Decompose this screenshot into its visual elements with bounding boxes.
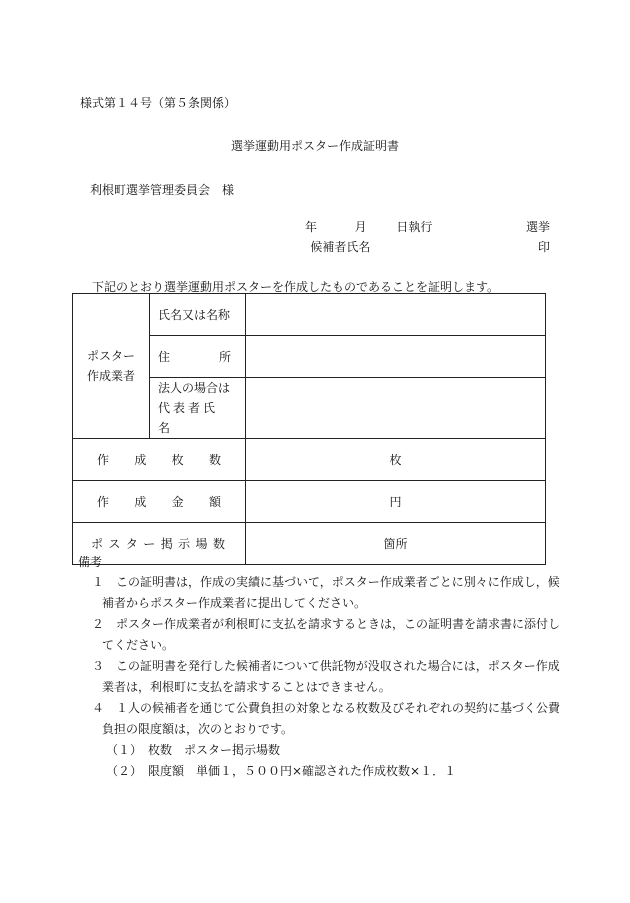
note-line: 業者は，利根町に支払を請求することはできません。: [102, 680, 391, 694]
note-line: 負担の限度額は，次のとおりです。: [102, 722, 294, 736]
candidate-line: [310, 238, 550, 255]
note-line: ４ １人の候補者を通じて公費負担の対象となる枚数及びそれぞれの契約に基づく公費: [92, 701, 561, 715]
print-amount-label: 作 成 金 額: [73, 481, 246, 523]
election-date-line: [305, 218, 550, 235]
candidate-name-label: 候補者氏名: [310, 240, 371, 254]
year-label: 年: [304, 220, 317, 234]
note-line: てください。: [102, 638, 175, 652]
table-row: [73, 439, 546, 481]
statement: 下記のとおり選挙運動用ポスターを作成したものであることを証明します。: [92, 280, 500, 294]
form-number: 様式第１４号（第５条関係）: [80, 96, 237, 110]
certificate-table: [72, 293, 546, 565]
table-row: [73, 523, 546, 565]
representative-value: [246, 378, 546, 439]
print-count-unit: 枚: [246, 439, 546, 481]
name-value: [246, 294, 546, 336]
election-label: 選挙: [525, 220, 550, 234]
note-line: （２） 限度額 単価１，５００円×確認された作成枚数×１．１: [106, 764, 457, 778]
note-line: ２ ポスター作成業者が利根町に支払を請求するときは，この証明書を請求書に添付し: [92, 617, 561, 631]
representative-label: 法人の場合は 代表者氏名: [150, 378, 246, 439]
note-line: ３ この証明書を発行した候補者について供託物が没収された場合には，ポスター作成: [92, 659, 560, 673]
name-label: 氏名又は名称: [150, 294, 246, 336]
note-line: １ この証明書は，作成の実績に基づいて，ポスター作成業者ごとに別々に作成し，候: [92, 575, 560, 589]
address-label: 住 所: [150, 336, 246, 378]
poster-locations-unit: 箇所: [246, 523, 546, 565]
print-count-label: 作 成 枚 数: [73, 439, 246, 481]
note-line: （１） 枚数 ポスター掲示場数: [106, 743, 281, 757]
print-amount-unit: 円: [246, 481, 546, 523]
document-title: 選挙運動用ポスター作成証明書: [230, 139, 399, 153]
seal-label: 印: [537, 240, 550, 254]
month-label: 月: [354, 220, 367, 234]
addressee: 利根町選挙管理委員会 様: [90, 183, 235, 197]
notes-heading: 備考: [78, 555, 103, 569]
poster-locations-label: ポ ス タ ー 掲 示 場 数: [73, 523, 246, 565]
address-value: [246, 336, 546, 378]
note-line: 補者からポスター作成業者に提出してください。: [102, 596, 367, 610]
poster-maker-label: ポスター 作成業者: [73, 294, 150, 439]
table-row: [73, 294, 546, 336]
table-row: [73, 481, 546, 523]
day-exec-label: 日執行: [396, 220, 433, 234]
